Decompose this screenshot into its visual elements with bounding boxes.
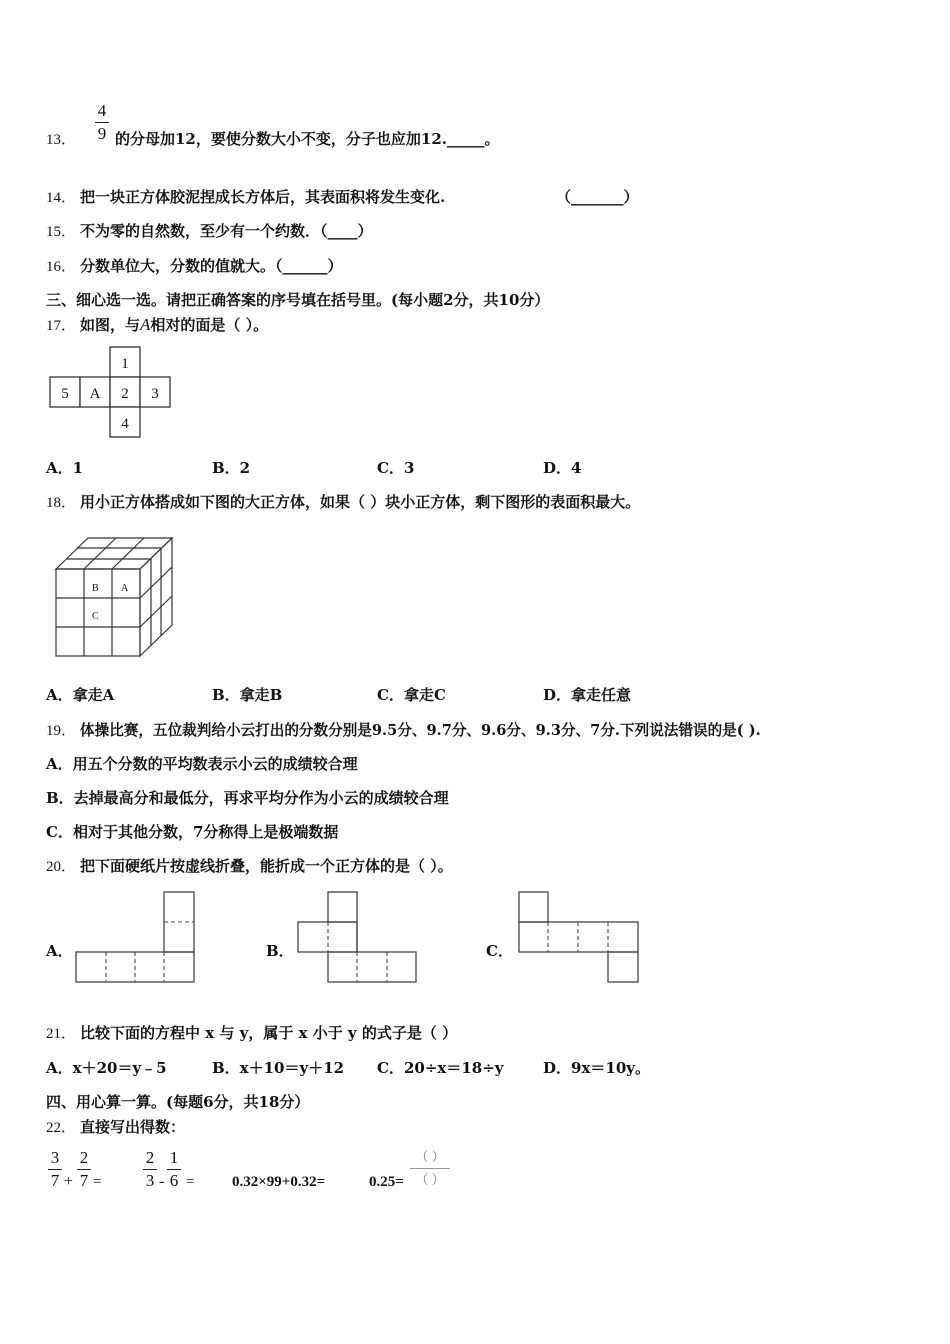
q13-frac-numerator: 4 (97, 101, 107, 120)
net-label-5: 5 (61, 386, 69, 402)
e2-operator: - (159, 1173, 165, 1190)
q20-text: 把下面硬纸片按虚线折叠，能折成一个正方体的是（ ）。 (80, 857, 453, 875)
q22-number: 22． (46, 1120, 77, 1136)
q17-text-pre: 如图，与 (80, 316, 141, 334)
q18-option-a: A．拿走A (46, 686, 115, 704)
q18-number: 18． (46, 495, 77, 511)
q21-text: 比较下面的方程中 x 与 y，属于 x 小于 y 的式子是（ ） (80, 1024, 458, 1042)
e1-a-bar (48, 1169, 62, 1170)
e1-a-numerator: 3 (50, 1148, 60, 1167)
q18-text: 用小正方体搭成如下图的大正方体，如果（ ）块小正方体，剩下图形的表面积最大。 (80, 493, 641, 511)
q19-text: 体操比赛，五位裁判给小云打出的分数分别是9.5分、9.7分、9.6分、9.3分、7分.下列说法错误的是( ). (80, 722, 761, 739)
q17-text (80, 314, 268, 335)
e4-blank-numerator: （ ） (415, 1149, 445, 1164)
cube-label-b: B (92, 583, 99, 594)
q13-number: 13． (46, 132, 77, 148)
e4-blank-denominator: （ ） (415, 1172, 445, 1187)
section-4-heading: 四、用心算一算。(每题6分，共18分） (46, 1093, 310, 1111)
e1-operator: + (64, 1173, 74, 1190)
net-label-4: 4 (121, 416, 129, 432)
cube-label-a: A (121, 583, 129, 594)
q14-blank: （_______） (556, 188, 639, 206)
e2-a-denominator: 3 (145, 1171, 155, 1190)
e2-equals: = (186, 1174, 195, 1190)
section-3-heading: 三、细心选一选。请把正确答案的序号填在括号里。(每小题2分，共10分） (46, 291, 550, 309)
q17-option-c: C．3 (377, 459, 415, 477)
q13-frac-denominator: 9 (97, 124, 107, 143)
cube-label-c: C (92, 611, 99, 622)
q13-fraction (95, 101, 109, 144)
q16-number: 16． (46, 259, 77, 275)
e2-b-numerator: 1 (169, 1148, 179, 1167)
q18-option-c: C．拿走C (377, 686, 446, 704)
net-label-1: 1 (121, 356, 129, 372)
e3-expression: 0.32×99+0.32= (232, 1174, 326, 1190)
e1-fraction-a (48, 1148, 62, 1191)
q17-cube-net (50, 347, 172, 438)
q18-option-d: D．拿走任意 (543, 686, 632, 704)
e1-b-denominator: 7 (79, 1171, 89, 1190)
q17-option-b: B．2 (212, 459, 251, 477)
q20-number: 20． (46, 859, 77, 875)
q21-option-d: D．9x＝10y。 (543, 1059, 650, 1077)
q17-variable: A (140, 315, 151, 334)
q17-option-d: D．4 (543, 459, 582, 477)
e4-fraction-blank (410, 1147, 450, 1190)
q21-option-c: C．20÷x＝18÷y (377, 1059, 504, 1077)
q20-label-a: A． (46, 942, 73, 960)
e2-b-bar (167, 1169, 181, 1170)
q21-option-a: A．x＋20＝y﹣5 (46, 1059, 167, 1077)
q15-text: 不为零的自然数，至少有一个约数．（____） (80, 222, 373, 240)
e2-a-bar (143, 1169, 157, 1170)
q21-number: 21． (46, 1026, 77, 1042)
q17-number: 17． (46, 318, 77, 334)
q19-option-a: A．用五个分数的平均数表示小云的成绩较合理 (46, 755, 358, 773)
e2-fraction-a (143, 1148, 157, 1191)
e1-a-denominator: 7 (50, 1171, 60, 1190)
net-label-3: 3 (151, 386, 159, 402)
q18-cube-figure (56, 537, 176, 659)
q14-text: 把一块正方体胶泥捏成长方体后，其表面积将发生变化. (80, 188, 446, 206)
q20-net-b (298, 892, 418, 984)
q17-text-post: 相对的面是（ ）。 (150, 316, 269, 334)
e1-b-bar (77, 1169, 91, 1170)
q19-option-c: C．相对于其他分数，7分称得上是极端数据 (46, 823, 339, 841)
q20-net-a (76, 892, 196, 984)
q18-option-b: B．拿走B (212, 686, 283, 704)
q19-option-b: B．去掉最高分和最低分，再求平均分作为小云的成绩较合理 (46, 789, 449, 807)
q22-text: 直接写出得数： (80, 1118, 186, 1136)
q19-number: 19． (46, 723, 77, 739)
net-label-a: A (89, 386, 101, 402)
e4-blank-bar (410, 1168, 450, 1169)
e2-a-numerator: 2 (145, 1148, 155, 1167)
q20-net-c (519, 892, 641, 984)
net-label-2: 2 (121, 386, 129, 402)
q14-number: 14． (46, 190, 77, 206)
e1-fraction-b (77, 1148, 91, 1191)
e2-fraction-b (167, 1148, 181, 1191)
e1-b-numerator: 2 (79, 1148, 89, 1167)
q16-text: 分数单位大，分数的值就大。（______） (80, 257, 343, 275)
q15-number: 15． (46, 224, 77, 240)
q20-label-b: B． (266, 942, 294, 960)
q13-frac-bar (95, 122, 109, 123)
e4-expression: 0.25= (369, 1174, 404, 1190)
e2-b-denominator: 6 (169, 1171, 179, 1190)
e1-equals: = (93, 1174, 102, 1190)
q13-text: 的分母加12，要使分数大小不变，分子也应加12._____。 (115, 130, 500, 148)
q21-option-b: B．x＋10＝y＋12 (212, 1059, 345, 1077)
q20-label-c: C． (486, 942, 513, 960)
q17-option-a: A．1 (46, 459, 84, 477)
